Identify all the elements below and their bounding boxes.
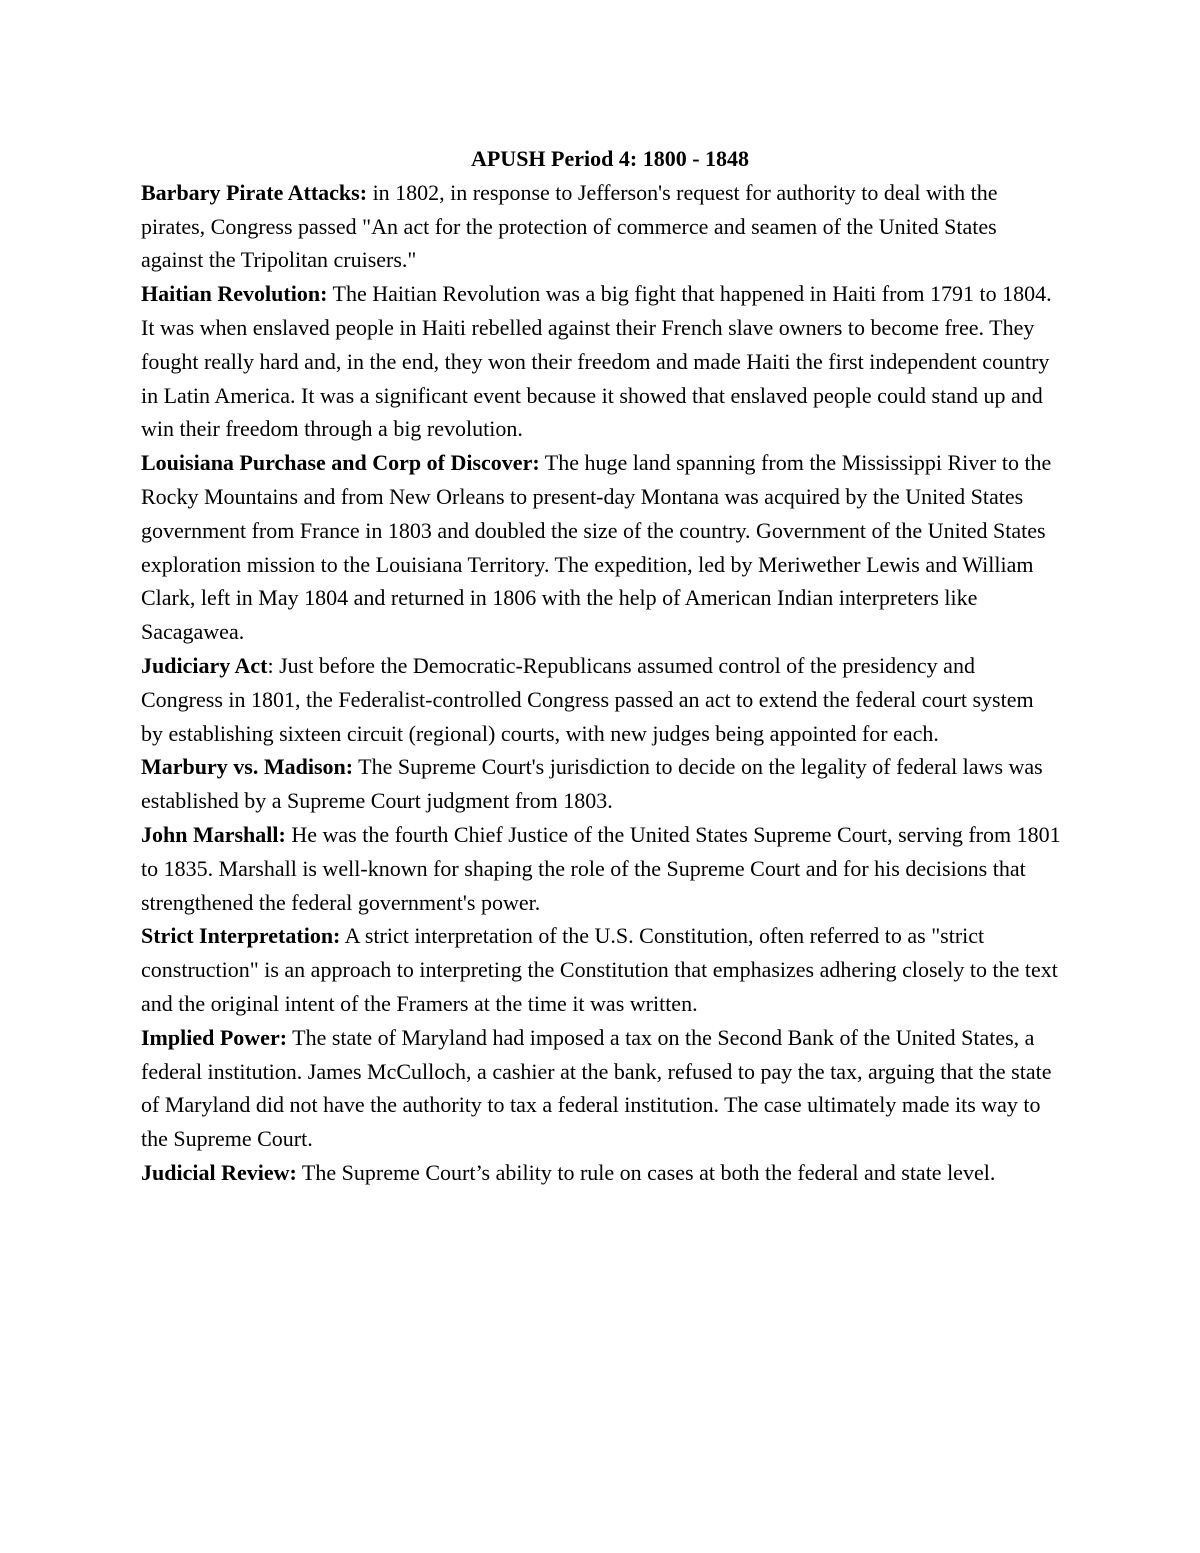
entry-text: The Supreme Court's jurisdiction to decide on the legality of federal laws was established by a Supreme Court judgment from 1803. xyxy=(141,754,1043,814)
entry-term: Haitian Revolution: xyxy=(141,281,328,307)
entry-term: Strict Interpretation: xyxy=(141,923,341,949)
entry-term: Louisiana Purchase and Corp of Discover: xyxy=(141,450,540,476)
entry-john-marshall xyxy=(141,818,1061,919)
entry-text: A strict interpretation of the U.S. Constitution, often referred to as "strict construction" is an approach to interpreting the Constitution that emphasizes adhering closely to the text and the original intent of the Framers at the time it was written. xyxy=(141,923,1058,1016)
entry-term: John Marshall: xyxy=(141,821,286,847)
entry-judicial-review xyxy=(141,1156,1061,1190)
entry-implied-power xyxy=(141,1021,1061,1156)
entry-barbary-pirate-attacks xyxy=(141,176,1061,277)
entry-haitian-revolution xyxy=(141,277,1061,446)
entry-text: The huge land spanning from the Mississippi River to the Rocky Mountains and from New Orleans to present-day Montana was acquired by the United States government from France in 1803 and doubled the size of the country. Government of the United States exploration mission to the Louisiana Territory. The expedition, led by Meriwether Lewis and William Clark, left in May 1804 and returned in 1806 with the help of American Indian interpreters like Sacagawea. xyxy=(141,450,1052,645)
entry-text: He was the fourth Chief Justice of the United States Supreme Court, serving from 1801 to 1835. Marshall is well-known for shaping the role of the Supreme Court and for his decisions that strengthened the federal government's power. xyxy=(141,821,1061,915)
entry-marbury-vs-madison xyxy=(141,750,1061,818)
entry-text: : Just before the Democratic-Republicans assumed control of the presidency and Congress in 1801, the Federalist-controlled Congress passed an act to extend the federal court system by establishing sixteen circuit (regional) courts, with new judges being appointed for each. xyxy=(141,652,1034,746)
entry-strict-interpretation xyxy=(141,919,1061,1020)
entry-text: The state of Maryland had imposed a tax on the Second Bank of the United States, a federal institution. James McCulloch, a cashier at the bank, refused to pay the tax, arguing that the state of Maryland did not have the authority to tax a federal institution. The case ultimately made its way to the Supreme Court. xyxy=(141,1024,1052,1152)
entry-judiciary-act xyxy=(141,649,1061,750)
entry-text: The Haitian Revolution was a big fight that happened in Haiti from 1791 to 1804. It was when enslaved people in Haiti rebelled against their French slave owners to become free. They fought really hard and, in the end, they won their freedom and made Haiti the first independent country in Latin America. It was a significant event because it showed that enslaved people could stand up and win their freedom through a big revolution. xyxy=(141,281,1052,442)
entry-term: Judiciary Act xyxy=(141,652,268,678)
entry-text: The Supreme Court’s ability to rule on cases at both the federal and state level. xyxy=(296,1159,996,1185)
entry-term: Marbury vs. Madison: xyxy=(141,754,354,780)
entry-term: Judicial Review: xyxy=(141,1159,297,1185)
document-title: APUSH Period 4: 1800 - 1848 xyxy=(470,146,750,171)
entry-term: Implied Power: xyxy=(141,1024,288,1050)
document-page xyxy=(141,142,1061,1190)
entry-term: Barbary Pirate Attacks: xyxy=(141,179,368,205)
entry-text: in 1802, in response to Jefferson's request for authority to deal with the pirates, Congress passed "An act for the protection of commerce and seamen of the United States against the Tripolitan cruisers." xyxy=(141,179,998,273)
entry-louisiana-purchase xyxy=(141,446,1061,649)
